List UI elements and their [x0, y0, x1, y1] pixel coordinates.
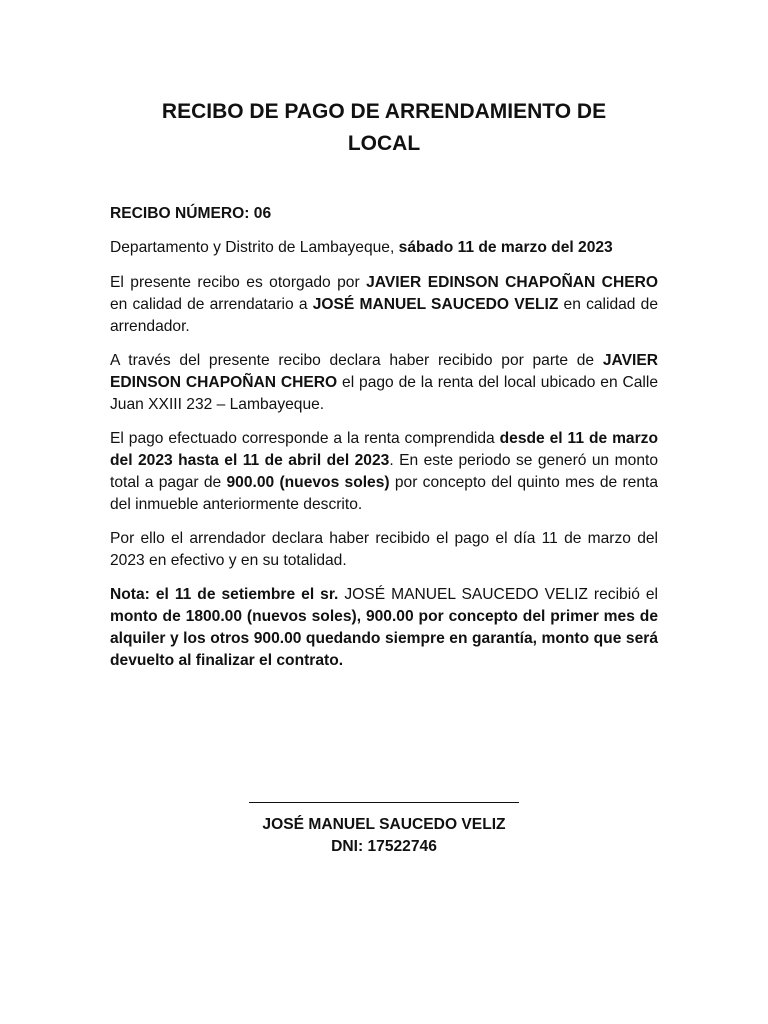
confirmation-paragraph: Por ello el arrendador declara haber recibido el pago el día 11 de marzo del 2023 en efectivo y en su totalidad.	[110, 530, 658, 569]
period-text-3: por concepto del quinto mes de renta del inmueble anteriormente descrito.	[110, 474, 658, 513]
document-title	[110, 96, 658, 160]
note-amount-details: monto de 1800.00 (nuevos soles), 900.00 por concepto del primer mes de alquiler y los otros 900.00 quedando siempre en garantía, monto que será devuelto al finalizar el contrato.	[110, 608, 658, 669]
parties-text-2: en calidad de arrendatario a	[110, 296, 313, 313]
receipt-text-1: A través del presente recibo declara haber recibido por parte de	[110, 352, 603, 369]
note-text-1: JOSÉ MANUEL SAUCEDO VELIZ recibió el	[344, 586, 658, 603]
signature-block	[110, 790, 658, 858]
receipt-text-2: el pago de la renta del local ubicado en Calle Juan XXIII 232 – Lambayeque.	[110, 374, 659, 413]
period-text-2: . En este periodo se generó un monto total a pagar de	[110, 452, 658, 491]
title-line-2: LOCAL	[347, 132, 421, 155]
payment-period-paragraph	[110, 428, 658, 516]
note-label: Nota: el 11 de setiembre el sr.	[110, 586, 345, 603]
title-line-1: RECIBO DE PAGO DE ARRENDAMIENTO DE	[161, 100, 607, 123]
parties-paragraph	[110, 272, 658, 338]
note-paragraph	[110, 584, 658, 672]
period-text-1: El pago efectuado corresponde a la renta comprendida	[110, 430, 500, 447]
landlord-name: JOSÉ MANUEL SAUCEDO VELIZ	[312, 296, 559, 313]
place-date-paragraph	[110, 237, 658, 259]
place-text: Departamento y Distrito de Lambayeque,	[110, 239, 399, 256]
date-text: sábado 11 de marzo del 2023	[398, 239, 613, 256]
payer-name: JAVIER EDINSON CHAPOÑAN CHERO	[110, 352, 658, 391]
period-range: desde el 11 de marzo del 2023 hasta el 11 de abril del 2023	[110, 430, 658, 469]
parties-text-3: en calidad de arrendador.	[110, 296, 658, 335]
receipt-number: RECIBO NÚMERO: 06	[110, 205, 272, 222]
signatory-dni: DNI: 17522746	[331, 838, 437, 855]
period-amount: 900.00 (nuevos soles)	[226, 474, 390, 491]
parties-text-1: El presente recibo es otorgado por	[110, 274, 367, 291]
signatory-name: JOSÉ MANUEL SAUCEDO VELIZ	[262, 816, 506, 833]
payment-receipt-paragraph	[110, 350, 658, 416]
tenant-name: JAVIER EDINSON CHAPOÑAN CHERO	[366, 274, 658, 291]
signature-line	[249, 790, 519, 803]
